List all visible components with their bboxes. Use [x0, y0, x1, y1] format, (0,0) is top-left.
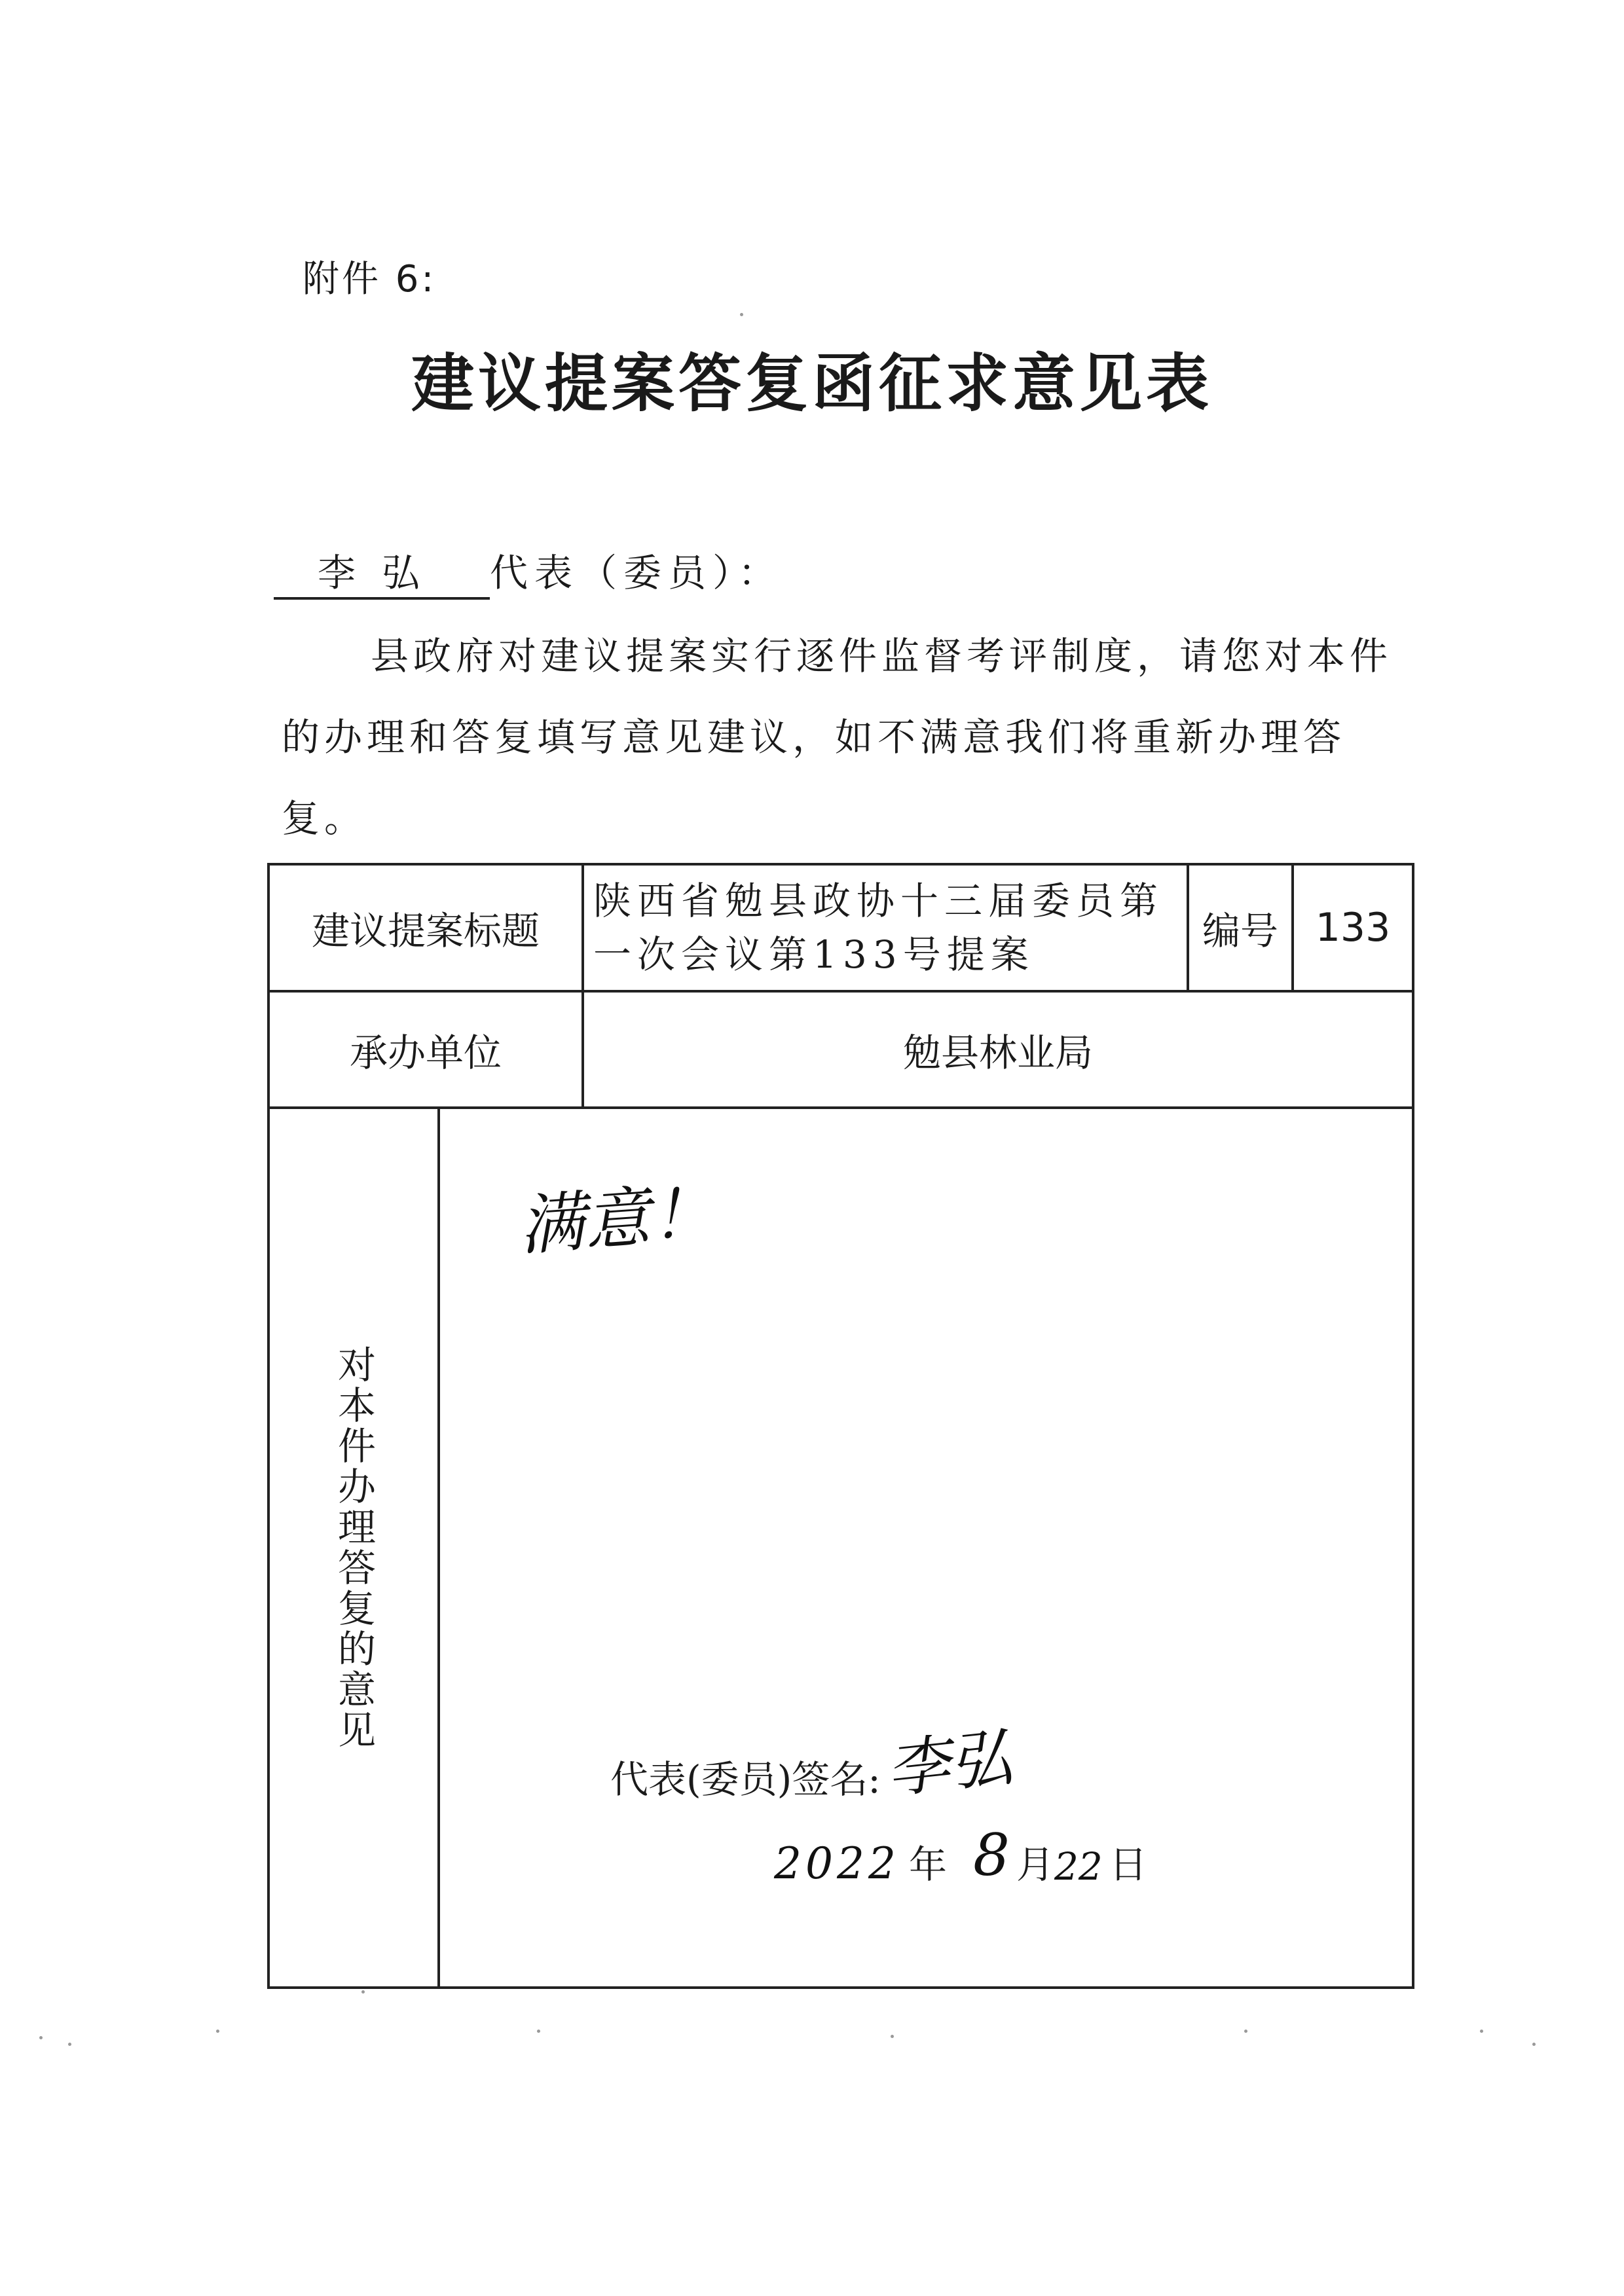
- body-paragraph: 县政府对建议提案实行逐件监督考评制度，请您对本件的办理和答复填写意见建议，如不满意我们将重新办理答复。: [282, 634, 1393, 841]
- date-year-suffix: 年: [908, 1842, 947, 1887]
- proposal-title-label: 建议提案标题: [311, 909, 540, 953]
- representative-name: 李弘: [274, 542, 490, 600]
- number-label: 编号: [1202, 909, 1278, 953]
- handling-unit-value: 勉县林业局: [902, 1030, 1093, 1075]
- proposal-title-value: 陕西省勉县政协十三届委员第一次会议第133号提案: [593, 879, 1164, 977]
- handling-unit-label: 承办单位: [349, 1030, 502, 1075]
- signature: 李弘: [883, 1721, 1016, 1807]
- date-month: 8: [972, 1821, 1010, 1889]
- attachment-label: 附件 6:: [303, 258, 437, 301]
- number-value: 133: [1315, 905, 1391, 951]
- signature-label: 代表(委员)签名:: [610, 1757, 881, 1802]
- date-month-suffix: 月: [1016, 1842, 1054, 1887]
- signature-line: [610, 1714, 1016, 1807]
- date-day: 22: [1054, 1844, 1103, 1889]
- opinion-label-cell: [270, 1109, 437, 1986]
- handwritten-opinion: 满意！: [516, 1174, 718, 1265]
- date-line: [774, 1821, 1147, 1889]
- opinion-form-table: [267, 863, 1414, 1989]
- opinion-label: 对本件办理答复的意见: [331, 1345, 376, 1751]
- greeting-line: [274, 542, 783, 600]
- greeting-suffix: 代表（委员）：: [490, 551, 783, 595]
- date-day-suffix: 日: [1109, 1842, 1147, 1887]
- page-title: 建议提案答复函征求意见表: [411, 347, 1213, 420]
- date-year: 2022: [774, 1838, 900, 1889]
